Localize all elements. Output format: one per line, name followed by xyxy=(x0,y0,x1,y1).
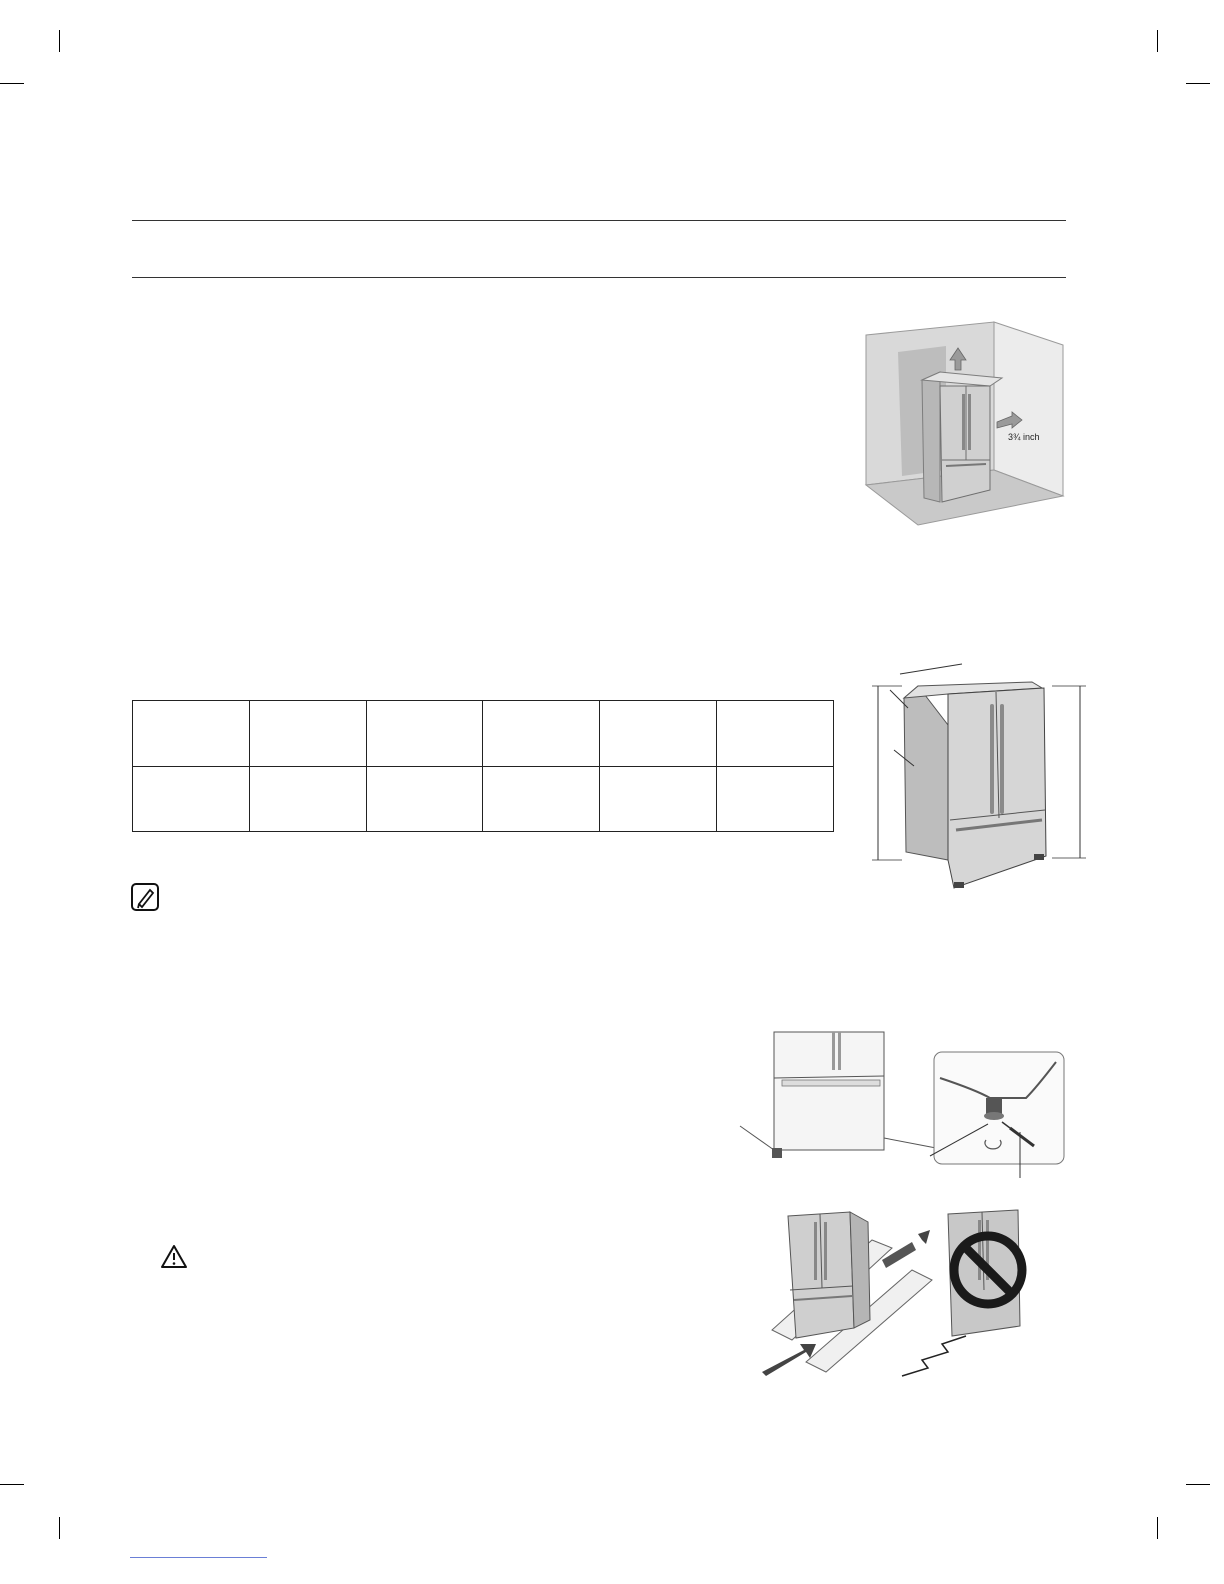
clearance-label: 3¾ inch xyxy=(1008,432,1040,442)
table-row xyxy=(133,767,834,832)
clearance-figure xyxy=(862,320,1067,526)
link-underline xyxy=(130,1557,267,1558)
crop-mark xyxy=(1186,83,1210,84)
table-cell xyxy=(717,767,834,832)
leveling-figure xyxy=(736,1028,1072,1178)
moving-figure xyxy=(752,1200,1036,1380)
warning-icon xyxy=(160,1244,188,1270)
crop-mark xyxy=(0,83,24,84)
dimensions-figure xyxy=(862,660,1088,896)
crop-mark xyxy=(59,30,60,52)
table-cell xyxy=(483,767,600,832)
table-cell xyxy=(600,701,717,767)
crop-mark xyxy=(1157,30,1158,52)
dimension-table xyxy=(132,700,834,832)
note-icon xyxy=(130,882,160,912)
header-rule-bottom xyxy=(132,277,1066,278)
table-cell xyxy=(366,767,483,832)
table-cell xyxy=(133,767,250,832)
table-cell xyxy=(483,701,600,767)
table-cell xyxy=(133,701,250,767)
crop-mark xyxy=(59,1517,60,1539)
header-rule-top xyxy=(132,220,1066,221)
crop-mark xyxy=(0,1484,24,1485)
crop-mark xyxy=(1186,1484,1210,1485)
crop-mark xyxy=(1157,1517,1158,1539)
table-cell xyxy=(717,701,834,767)
table-cell xyxy=(600,767,717,832)
table-row xyxy=(133,701,834,767)
table-cell xyxy=(249,767,366,832)
table-cell xyxy=(249,701,366,767)
table-cell xyxy=(366,701,483,767)
